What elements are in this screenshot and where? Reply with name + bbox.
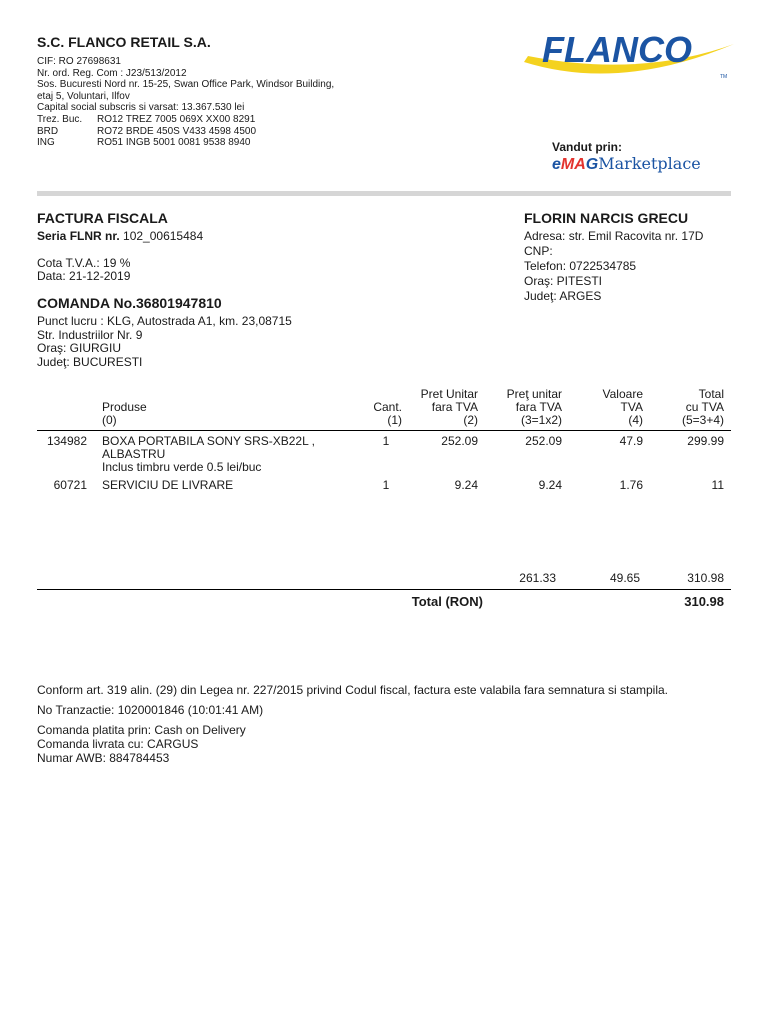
company-info bbox=[37, 56, 337, 149]
row-net-value: 9.24 bbox=[538, 478, 562, 492]
company-reg-com: Nr. ord. Reg. Com : J23/513/2012 bbox=[37, 67, 187, 79]
series-value: 102_00615484 bbox=[123, 229, 204, 243]
grand-total-label: Total (RON) bbox=[411, 594, 483, 609]
col-header-line: (1) bbox=[387, 413, 402, 427]
transaction-number: No Tranzactie: 1020001846 (10:01:41 AM) bbox=[37, 703, 264, 717]
row-unit-price: 252.09 bbox=[441, 434, 478, 448]
company-address: Sos. Bucuresti Nord nr. 15-25, Swan Office Park, Windsor Building, etaj 5, Voluntari, Ilfov bbox=[37, 79, 335, 102]
row-product bbox=[102, 479, 352, 492]
emag-mid: MA bbox=[560, 156, 586, 173]
col-header-line: (0) bbox=[102, 413, 117, 427]
legal-note: Conform art. 319 alin. (29) din Legea nr. 227/2015 privind Codul fiscal, factura este valabila fara semnatura si stampila. bbox=[37, 683, 669, 697]
pickup-address: Punct lucru : KLG, Autostrada A1, km. 23,08715 Str. Industriilor Nr. 9 bbox=[37, 314, 292, 342]
vat-rate: Cota T.V.A.: 19 % bbox=[37, 256, 131, 270]
courier: Comanda livrata cu: CARGUS bbox=[37, 737, 199, 751]
pickup-county: Judeţ: BUCURESTI bbox=[37, 354, 143, 369]
company-capital: Capital social subscris si varsat: 13.367.530 lei bbox=[37, 102, 245, 114]
row-vat: 1.76 bbox=[619, 478, 643, 492]
col-header-line: (5=3+4) bbox=[681, 413, 724, 427]
customer-info bbox=[524, 229, 703, 304]
row-qty: 1 bbox=[382, 434, 390, 448]
emag-e: e bbox=[552, 156, 561, 173]
col-header-line: fara TVA bbox=[515, 400, 562, 414]
payment-method: Comanda platita prin: Cash on Delivery bbox=[37, 723, 246, 737]
bank-row bbox=[37, 126, 337, 138]
col-header-line: Preţ unitar bbox=[506, 387, 562, 401]
col-header-line: TVA bbox=[620, 400, 643, 414]
subtotal-total: 310.98 bbox=[687, 571, 724, 585]
company-cif: CIF: RO 27698631 bbox=[37, 56, 121, 67]
product-line: SERVICIU DE LIVRARE bbox=[102, 478, 234, 492]
col-header-total bbox=[660, 388, 724, 427]
customer-county: Judeţ: ARGES bbox=[524, 289, 602, 303]
sold-by-label: Vandut prin: bbox=[552, 140, 622, 154]
bank-name: Trez. Buc. bbox=[37, 113, 83, 125]
row-vat: 47.9 bbox=[619, 434, 643, 448]
bank-name: ING bbox=[37, 137, 55, 149]
row-code: 134982 bbox=[46, 434, 87, 448]
col-header-line: (3=1x2) bbox=[520, 413, 562, 427]
flanco-logo bbox=[520, 26, 750, 90]
subtotal-net: 261.33 bbox=[519, 571, 556, 585]
invoice-title: FACTURA FISCALA bbox=[37, 210, 168, 226]
totals-rule bbox=[37, 589, 731, 590]
col-header-line: cu TVA bbox=[685, 400, 724, 414]
row-code: 60721 bbox=[53, 478, 87, 492]
col-header-line: Pret Unitar bbox=[420, 387, 478, 401]
col-header-line: (2) bbox=[463, 413, 478, 427]
customer-city: Oraş: PITESTI bbox=[524, 274, 603, 288]
col-header-line: fara TVA bbox=[431, 400, 478, 414]
col-header-products bbox=[102, 401, 147, 427]
col-header-qty bbox=[352, 401, 402, 427]
row-qty: 1 bbox=[382, 478, 390, 492]
col-header-line: Cant. bbox=[373, 400, 402, 414]
awb-number: Numar AWB: 884784453 bbox=[37, 751, 170, 765]
col-header-line: Valoare bbox=[602, 387, 643, 401]
row-unit-price: 9.24 bbox=[454, 478, 478, 492]
series-label: Seria FLNR nr. bbox=[37, 229, 120, 243]
marketplace-word: Marketplace bbox=[598, 154, 701, 173]
product-line: ALBASTRU bbox=[102, 447, 166, 461]
col-header-vat bbox=[580, 388, 643, 427]
col-header-net-value bbox=[482, 388, 562, 427]
subtotal-vat: 49.65 bbox=[609, 571, 640, 585]
emag-g: G bbox=[585, 156, 599, 173]
table-header-rule bbox=[37, 430, 731, 431]
grand-total-value: 310.98 bbox=[684, 594, 724, 609]
customer-phone: Telefon: 0722534785 bbox=[524, 259, 637, 273]
row-total: 299.99 bbox=[687, 434, 724, 448]
row-total: 11 bbox=[711, 478, 724, 492]
row-product bbox=[102, 435, 352, 474]
col-header-line: Total bbox=[698, 387, 724, 401]
bank-row bbox=[37, 114, 337, 126]
customer-address: Adresa: str. Emil Racovita nr. 17D bbox=[524, 229, 704, 243]
invoice-date: Data: 21-12-2019 bbox=[37, 269, 131, 283]
col-header-line: Produse bbox=[102, 400, 147, 414]
pickup-city: Oraş: GIURGIU bbox=[37, 341, 122, 356]
invoice-notes bbox=[37, 683, 668, 765]
bank-iban: RO72 BRDE 450S V433 4598 4500 bbox=[97, 125, 256, 137]
bank-iban: RO12 TREZ 7005 069X XX00 8291 bbox=[97, 113, 256, 125]
customer-name: FLORIN NARCIS GRECU bbox=[524, 210, 689, 226]
pickup-point bbox=[37, 315, 297, 369]
col-header-unit-price bbox=[400, 388, 478, 427]
header-divider bbox=[37, 191, 731, 196]
bank-row bbox=[37, 137, 337, 149]
col-header-line: (4) bbox=[628, 413, 643, 427]
product-line: Inclus timbru verde 0.5 lei/buc bbox=[102, 460, 262, 474]
bank-iban: RO51 INGB 5001 0081 9538 8940 bbox=[97, 137, 251, 149]
customer-cnp: CNP: bbox=[524, 244, 553, 258]
logo-text: FLANCO bbox=[542, 29, 692, 70]
logo-tm: TM bbox=[720, 74, 728, 80]
emag-marketplace-logo bbox=[552, 154, 701, 174]
bank-name: BRD bbox=[37, 125, 59, 137]
invoice-vat-date bbox=[37, 257, 130, 283]
invoice-series bbox=[37, 229, 203, 243]
row-net-value: 252.09 bbox=[525, 434, 562, 448]
order-title: COMANDA No.36801947810 bbox=[37, 295, 222, 311]
company-name: S.C. FLANCO RETAIL S.A. bbox=[37, 34, 211, 50]
product-line: BOXA PORTABILA SONY SRS-XB22L , bbox=[102, 434, 315, 448]
